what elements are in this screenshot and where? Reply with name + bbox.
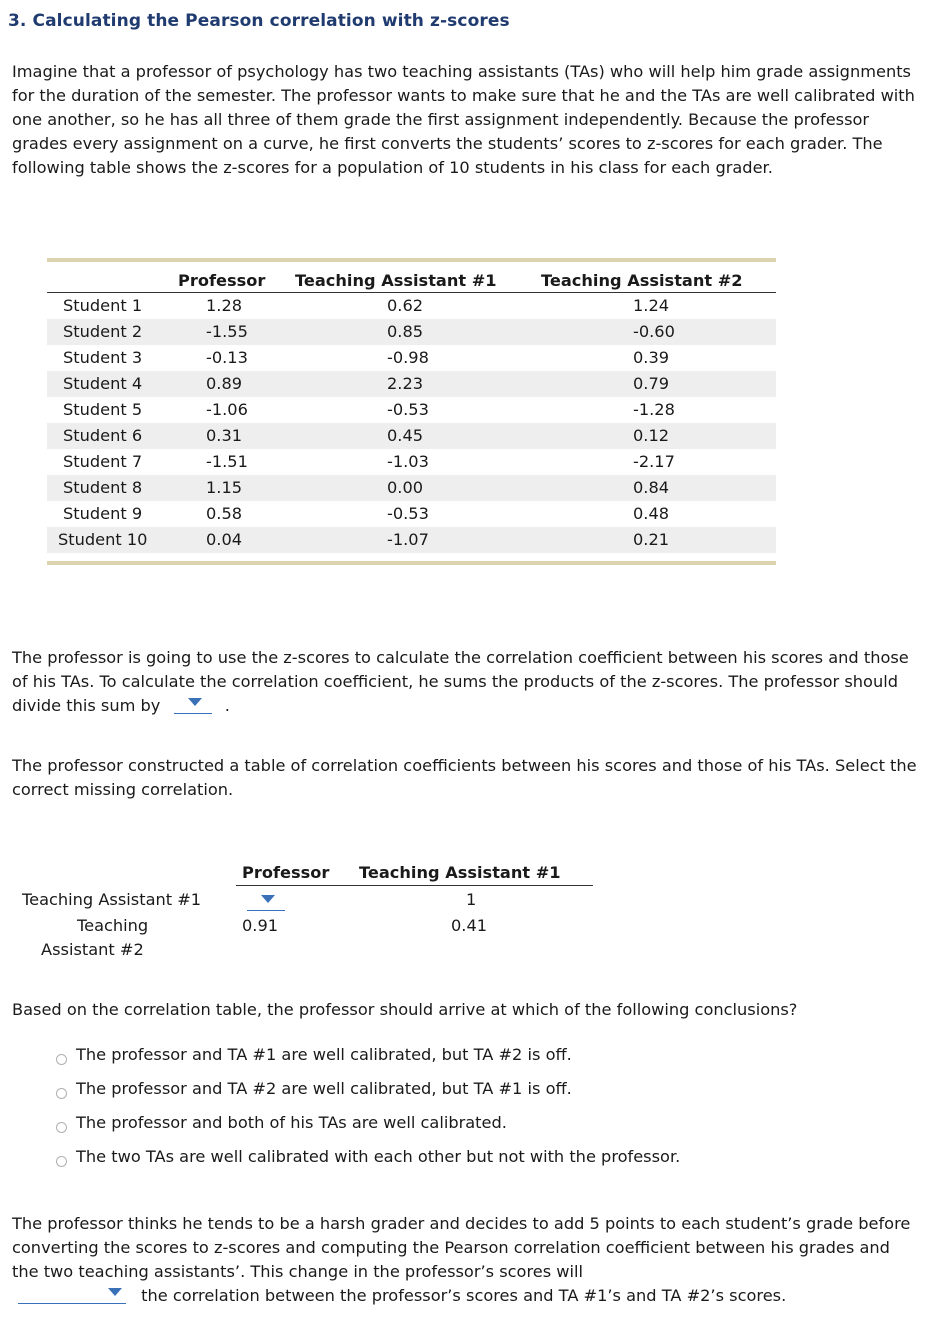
effect-dropdown[interactable] [18,1285,126,1304]
cell-ta2: -0.60 [633,322,675,341]
table-row [47,319,776,345]
radio-button[interactable] [56,1054,67,1065]
cell-ta1: -1.07 [387,530,429,549]
question-2-text: The professor constructed a table of correlation coefficients between his scores and those of his TAs. Select the correct missing correlation. [12,756,917,799]
row-label: Student 1 [63,296,143,315]
cell-ta1: 0.00 [387,478,424,497]
row-label: Student 9 [63,504,143,523]
cell-ta1: 2.23 [387,374,424,393]
row-label: Student 2 [63,322,143,341]
corr-row2-label-line1: Teaching [77,916,149,935]
question-4 [12,1212,917,1308]
row-label: Student 3 [63,348,143,367]
cell-professor: -1.55 [206,322,248,341]
radio-button[interactable] [56,1088,67,1099]
table-row [47,449,776,475]
table-row [47,423,776,449]
cell-professor: 1.15 [206,478,243,497]
cell-ta2: 1.24 [633,296,670,315]
header-professor: Professor [178,271,266,290]
row-label: Student 4 [63,374,143,393]
table-row [47,501,776,527]
cell-ta1: 0.62 [387,296,424,315]
option-label: The professor and both of his TAs are well calibrated. [76,1113,507,1132]
cell-professor: 0.58 [206,504,243,523]
question-3-text: Based on the correlation table, the professor should arrive at which of the following conclusions? [12,1000,798,1019]
cell-professor: -0.13 [206,348,248,367]
table-row [47,527,776,553]
option-label: The professor and TA #1 are well calibrated, but TA #2 is off. [76,1045,572,1064]
chevron-down-icon [108,1288,122,1296]
cell-ta2: -1.28 [633,400,675,419]
table-row [47,345,776,371]
table-row [47,475,776,501]
cell-professor: 1.28 [206,296,243,315]
cell-ta1: -0.98 [387,348,429,367]
cell-ta1: -1.03 [387,452,429,471]
cell-ta2: 0.48 [633,504,670,523]
cell-ta1: -0.53 [387,400,429,419]
cell-ta2: 0.39 [633,348,670,367]
corr-row2-ta1: 0.41 [451,916,488,935]
cell-professor: 0.04 [206,530,243,549]
table-row [47,397,776,423]
intro-paragraph: Imagine that a professor of psychology has two teaching assistants (TAs) who will help him grade assignments for the duration of the semester. The professor wants to make sure that he and the TAs are well calibrated with one another, so he has all three of them grade the first assignment independently. Because the professor grades every assignment on a curve, he first converts the students’ scores to z-scores for each grader. The following table shows the z-scores for a population of 10 students in his class for each grader. [12,62,915,177]
cell-ta2: 0.12 [633,426,670,445]
cell-ta1: 0.45 [387,426,424,445]
missing-correlation-dropdown[interactable] [247,892,285,911]
row-label: Student 7 [63,452,143,471]
row-label: Student 6 [63,426,143,445]
section-title: 3. Calculating the Pearson correlation with z-scores [8,11,510,31]
corr-row1-ta1: 1 [466,890,477,909]
correlation-table [14,862,594,962]
question-1 [12,646,917,718]
cell-professor: -1.06 [206,400,248,419]
divisor-dropdown[interactable] [174,695,212,714]
chevron-down-icon [261,895,275,903]
question-4-text: The professor thinks he tends to be a harsh grader and decides to add 5 points to each student’s grade before converting the scores to z-scores and computing the Pearson correlation coefficient between his grades and the two teaching assistants’. This change in the professor’s scores will [12,1214,911,1281]
zscore-table [47,258,776,565]
corr-header-ta1: Teaching Assistant #1 [359,863,561,882]
row-label: Student 5 [63,400,143,419]
option-label: The professor and TA #2 are well calibrated, but TA #1 is off. [76,1079,572,1098]
chevron-down-icon [188,698,202,706]
corr-row1-label: Teaching Assistant #1 [22,890,202,909]
header-ta1: Teaching Assistant #1 [295,271,497,290]
question-1-text: The professor is going to use the z-scores to calculate the correlation coefficient between his scores and those of his TAs. To calculate the correlation coefficient, he sums the products of the z-scores. The professor should divide this sum by [12,648,909,715]
table-row [47,293,776,319]
corr-row2-prof: 0.91 [242,916,279,935]
cell-ta2: 0.21 [633,530,670,549]
radio-button[interactable] [56,1122,67,1133]
cell-professor: -1.51 [206,452,248,471]
question-4-end: the correlation between the professor’s scores and TA #1’s and TA #2’s scores. [141,1286,787,1305]
cell-ta2: 0.84 [633,478,670,497]
cell-professor: 0.89 [206,374,243,393]
cell-professor: 0.31 [206,426,243,445]
question-1-end: . [224,696,230,715]
corr-row2-label-line2: Assistant #2 [41,940,144,959]
table-bottom-rule [47,561,776,565]
cell-ta1: 0.85 [387,322,424,341]
table-header [47,262,776,293]
cell-ta1: -0.53 [387,504,429,523]
corr-header-rule [236,885,593,886]
radio-button[interactable] [56,1156,67,1167]
header-ta2: Teaching Assistant #2 [541,271,743,290]
row-label: Student 10 [58,530,148,549]
option-label: The two TAs are well calibrated with each other but not with the professor. [76,1147,681,1166]
cell-ta2: 0.79 [633,374,670,393]
table-row [47,371,776,397]
row-label: Student 8 [63,478,143,497]
cell-ta2: -2.17 [633,452,675,471]
corr-header-professor: Professor [242,863,330,882]
